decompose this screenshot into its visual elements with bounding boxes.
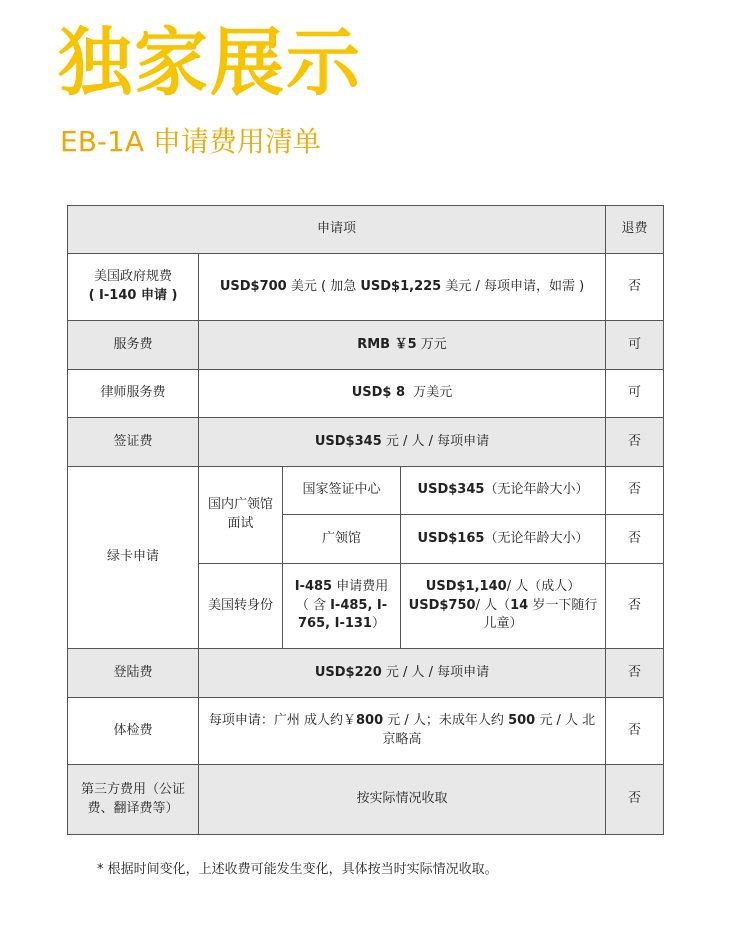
desc-text: 美元 / 每项申请，如需 ): [441, 278, 585, 294]
nvc-fee-desc: [401, 467, 606, 515]
table-row: [68, 370, 664, 418]
refund-cell: 否: [606, 765, 664, 835]
amount: USD$220: [314, 664, 382, 680]
refund-cell: 否: [606, 649, 664, 698]
row-label: 服务费: [68, 321, 199, 370]
refund-cell: 否: [606, 418, 664, 467]
desc-text: ）: [371, 616, 385, 632]
header-item: 申请项: [68, 206, 606, 254]
header-refund: 退费: [606, 206, 664, 254]
medical-fee-desc: [199, 698, 606, 765]
sub-group-label: 国内广领馆面试: [199, 467, 283, 564]
fee-table: [67, 205, 664, 835]
desc-text: / 人（成人）: [506, 578, 581, 594]
amount: USD$1,140: [425, 578, 507, 594]
desc-text: 元 / 人 / 每项申请: [381, 664, 490, 680]
gov-fee-desc: [199, 254, 606, 321]
landing-fee-desc: [199, 649, 606, 698]
adjust-fee-desc: [401, 564, 606, 649]
table-row: [68, 321, 664, 370]
amount: USD$700: [219, 278, 287, 294]
third-party-desc: 按实际情况收取: [199, 765, 606, 835]
amount: USD$345: [314, 433, 382, 449]
desc-text: 万元: [416, 336, 447, 352]
page-subtitle: EB-1A 申请费用清单: [60, 125, 321, 158]
table-row: [68, 467, 664, 515]
form-code: I-485: [294, 578, 333, 594]
desc-text: 美元 ( 加急: [286, 278, 361, 294]
row-label: 第三方费用（公证费、翻译费等）: [68, 765, 199, 835]
gov-fee-label-sub: ( I-140 申请 ): [88, 288, 178, 303]
amount: 500: [508, 713, 536, 729]
footnote: * 根据时间变化，上述收费可能发生变化，具体按当时实际情况收取。: [97, 862, 498, 877]
desc-text: 元 / 人 北京略高: [382, 713, 596, 747]
refund-cell: 否: [606, 467, 664, 515]
page-title: 独家展示: [58, 20, 362, 106]
desc-text: （无论年龄大小）: [484, 530, 589, 546]
table-row: [68, 698, 664, 765]
sub-group-label: 美国转身份: [199, 564, 283, 649]
refund-cell: 可: [606, 370, 664, 418]
table-header-row: [68, 206, 664, 254]
refund-cell: 可: [606, 321, 664, 370]
amount: USD$1,225: [360, 278, 442, 294]
gov-fee-label: 美国政府规费: [93, 269, 172, 285]
desc-text: 万美元: [405, 385, 453, 401]
age: 14: [510, 597, 529, 613]
table-row: [68, 418, 664, 467]
amount: USD$165: [417, 530, 485, 546]
table-row: [68, 254, 664, 321]
visa-fee-desc: [199, 418, 606, 467]
refund-cell: 否: [606, 254, 664, 321]
service-fee-desc: [199, 321, 606, 370]
refund-cell: 否: [606, 564, 664, 649]
amount: RMB ￥5: [357, 336, 417, 352]
refund-cell: 否: [606, 698, 664, 765]
amount: 800: [356, 713, 384, 729]
table-row: [68, 649, 664, 698]
sub-item-label: [283, 564, 401, 649]
desc-text: / 人（: [475, 597, 511, 613]
amount: USD$345: [417, 482, 485, 498]
row-label: 签证费: [68, 418, 199, 467]
amount: USD$ 8: [351, 385, 406, 401]
desc-text: 每项申请：广州 成人约￥: [208, 713, 357, 729]
desc-text: 岁一下随行儿童）: [483, 597, 598, 632]
desc-text: 元 / 人；未成年人约: [383, 713, 509, 729]
table-row: [68, 765, 664, 835]
lawyer-fee-desc: [199, 370, 606, 418]
refund-cell: 否: [606, 515, 664, 564]
row-label: 绿卡申请: [68, 467, 199, 649]
desc-text: （无论年龄大小）: [484, 482, 589, 498]
desc-text: 申请费用（ 含: [295, 578, 389, 613]
row-label: [68, 254, 199, 321]
row-label: 登陆费: [68, 649, 199, 698]
row-label: 律师服务费: [68, 370, 199, 418]
row-label: 体检费: [68, 698, 199, 765]
sub-item-label: 国家签证中心: [283, 467, 401, 515]
sub-item-label: 广领馆: [283, 515, 401, 564]
consulate-fee-desc: [401, 515, 606, 564]
desc-text: 元 / 人 / 每项申请: [381, 433, 490, 449]
amount: USD$750: [408, 597, 476, 613]
form-codes: I-485, I-765, I-131: [298, 597, 388, 632]
